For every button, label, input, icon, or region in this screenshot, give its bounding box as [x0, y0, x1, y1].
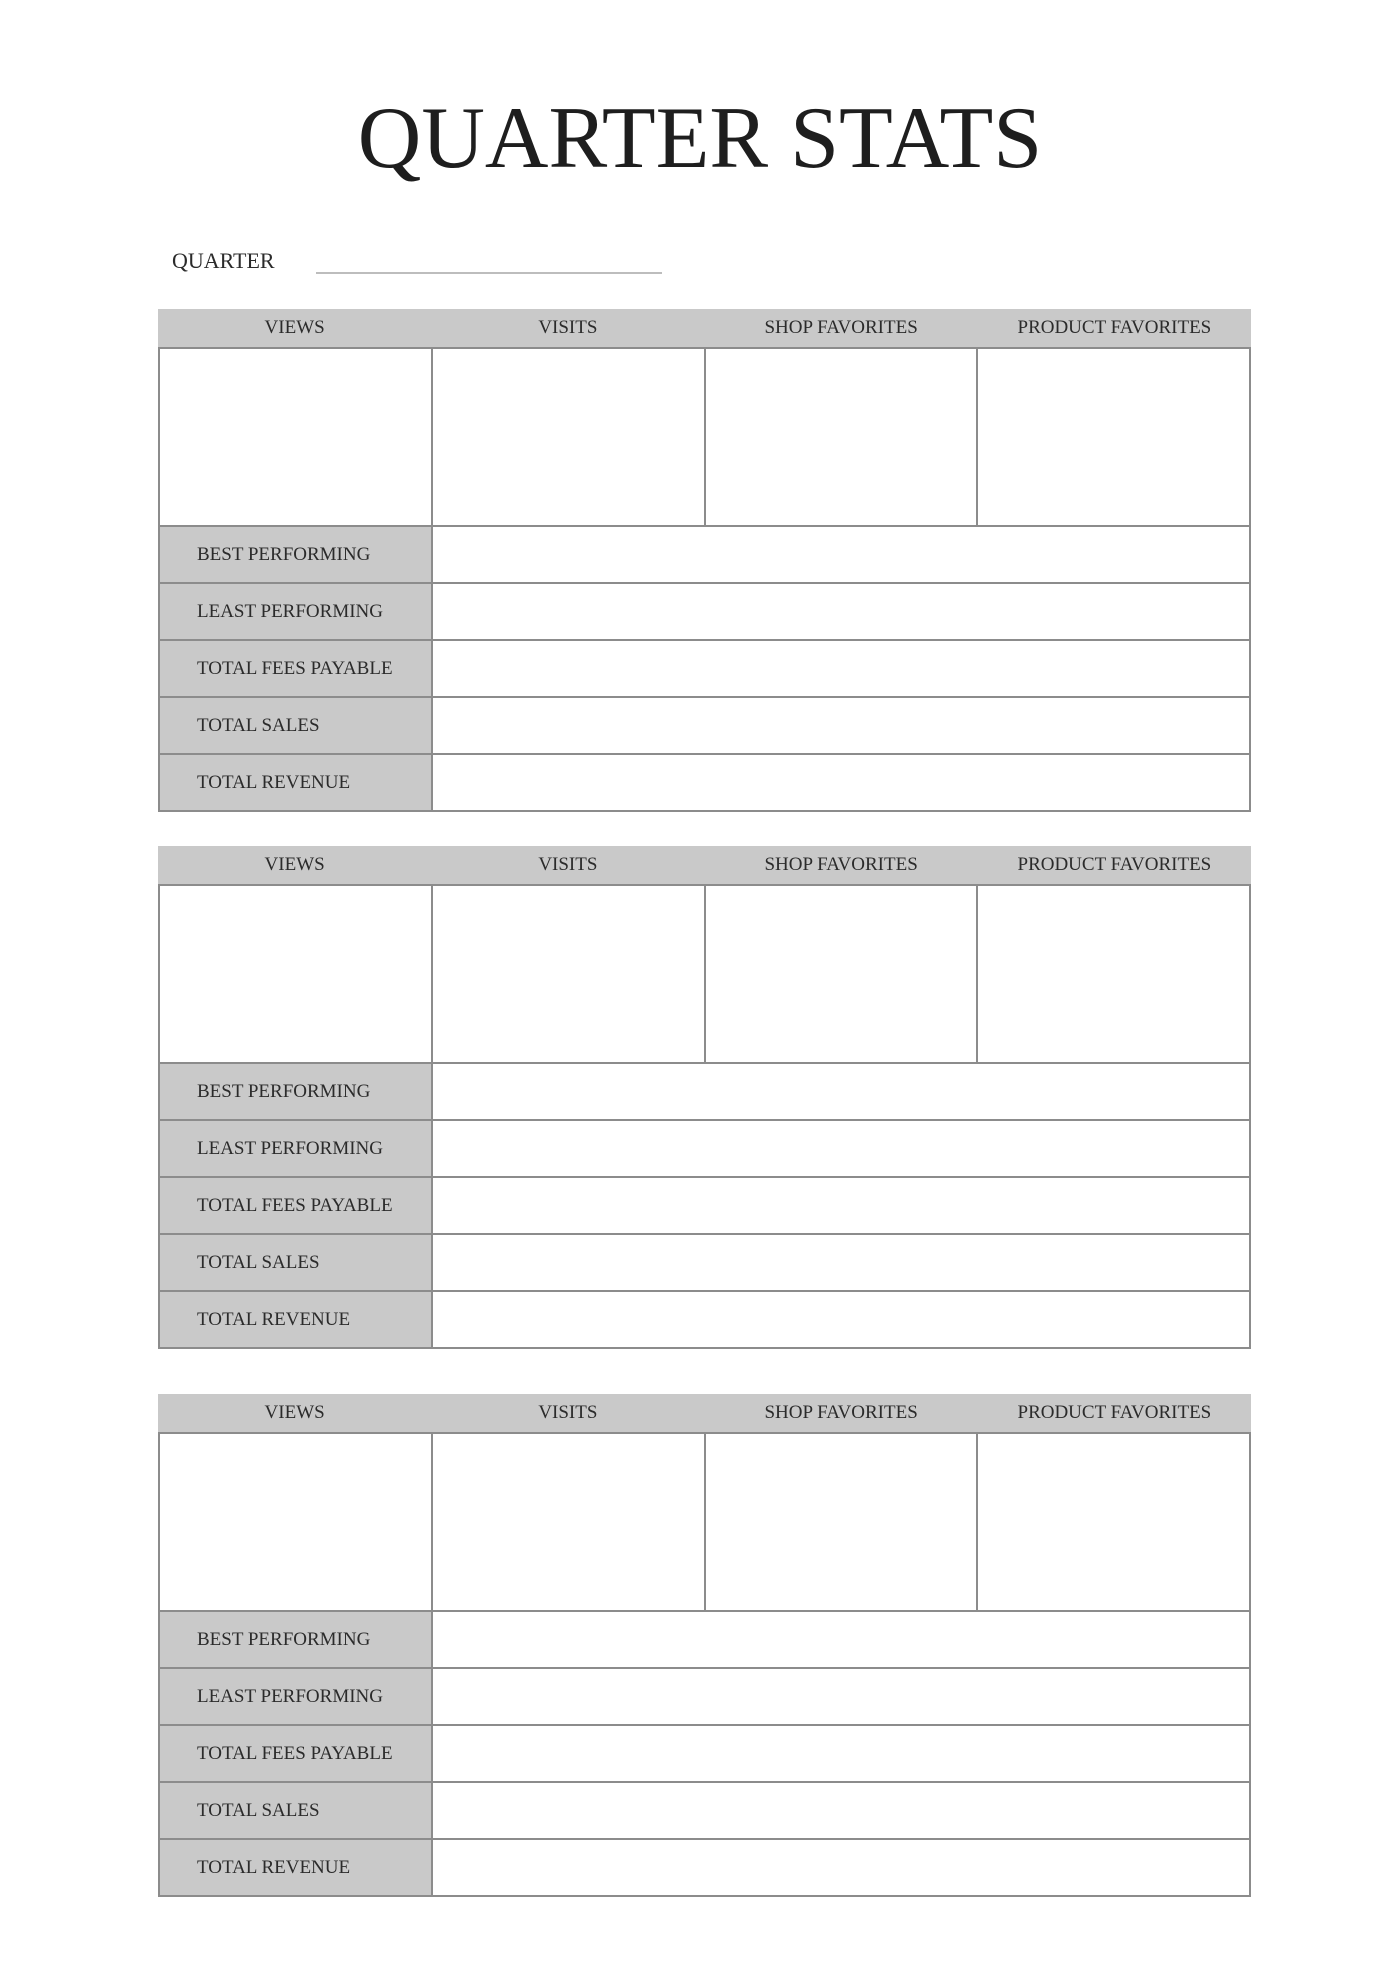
- row-label: TOTAL REVENUE: [160, 755, 433, 810]
- row-total-revenue: [158, 755, 1251, 812]
- total-sales-input[interactable]: [433, 1235, 1249, 1290]
- best-performing-input[interactable]: [433, 1064, 1249, 1119]
- row-label: BEST PERFORMING: [160, 1612, 433, 1667]
- row-total-sales: [158, 1235, 1251, 1292]
- metrics-boxes: [158, 884, 1251, 1064]
- column-header-product-favorites: PRODUCT FAVORITES: [1017, 317, 1212, 338]
- column-header-views: VIEWS: [264, 854, 325, 875]
- product-favorites-input[interactable]: [978, 349, 1249, 525]
- row-best-performing: [158, 1612, 1251, 1669]
- shop-favorites-input[interactable]: [706, 1434, 979, 1610]
- row-label: TOTAL SALES: [160, 1235, 433, 1290]
- table-header: [158, 309, 1251, 347]
- row-least-performing: [158, 1669, 1251, 1726]
- total-sales-input[interactable]: [433, 1783, 1249, 1838]
- row-label: BEST PERFORMING: [160, 1064, 433, 1119]
- total-fees-payable-input[interactable]: [433, 1726, 1249, 1781]
- row-total-fees-payable: [158, 1178, 1251, 1235]
- visits-input[interactable]: [433, 1434, 706, 1610]
- column-header-shop-favorites: SHOP FAVORITES: [764, 854, 918, 875]
- stats-table-1: [158, 309, 1251, 812]
- row-total-sales: [158, 698, 1251, 755]
- row-label: TOTAL SALES: [160, 1783, 433, 1838]
- total-revenue-input[interactable]: [433, 755, 1249, 810]
- visits-input[interactable]: [433, 886, 706, 1062]
- total-fees-payable-input[interactable]: [433, 641, 1249, 696]
- row-least-performing: [158, 584, 1251, 641]
- row-best-performing: [158, 527, 1251, 584]
- views-input[interactable]: [160, 886, 433, 1062]
- column-header-views: VIEWS: [264, 317, 325, 338]
- stats-table-2: [158, 846, 1251, 1349]
- stats-table-3: [158, 1394, 1251, 1897]
- column-header-visits: VISITS: [538, 854, 598, 875]
- column-header-shop-favorites: SHOP FAVORITES: [764, 1402, 918, 1423]
- total-revenue-input[interactable]: [433, 1292, 1249, 1347]
- row-label: TOTAL REVENUE: [160, 1840, 433, 1895]
- column-header-visits: VISITS: [538, 1402, 598, 1423]
- row-total-revenue: [158, 1840, 1251, 1897]
- column-header-views: VIEWS: [264, 1402, 325, 1423]
- row-total-fees-payable: [158, 641, 1251, 698]
- best-performing-input[interactable]: [433, 527, 1249, 582]
- best-performing-input[interactable]: [433, 1612, 1249, 1667]
- row-label: TOTAL FEES PAYABLE: [160, 1178, 433, 1233]
- visits-input[interactable]: [433, 349, 706, 525]
- row-total-sales: [158, 1783, 1251, 1840]
- table-header: [158, 1394, 1251, 1432]
- row-best-performing: [158, 1064, 1251, 1121]
- row-total-fees-payable: [158, 1726, 1251, 1783]
- column-header-shop-favorites: SHOP FAVORITES: [764, 317, 918, 338]
- row-label: LEAST PERFORMING: [160, 584, 433, 639]
- row-label: TOTAL REVENUE: [160, 1292, 433, 1347]
- table-header: [158, 846, 1251, 884]
- least-performing-input[interactable]: [433, 584, 1249, 639]
- row-label: TOTAL SALES: [160, 698, 433, 753]
- row-least-performing: [158, 1121, 1251, 1178]
- shop-favorites-input[interactable]: [706, 349, 979, 525]
- views-input[interactable]: [160, 1434, 433, 1610]
- total-revenue-input[interactable]: [433, 1840, 1249, 1895]
- row-total-revenue: [158, 1292, 1251, 1349]
- quarter-input[interactable]: [316, 250, 662, 274]
- row-label: TOTAL FEES PAYABLE: [160, 1726, 433, 1781]
- quarter-label: QUARTER: [172, 248, 275, 273]
- product-favorites-input[interactable]: [978, 886, 1249, 1062]
- total-fees-payable-input[interactable]: [433, 1178, 1249, 1233]
- page-title: QUARTER STATS: [357, 90, 1043, 187]
- column-header-visits: VISITS: [538, 317, 598, 338]
- row-label: LEAST PERFORMING: [160, 1121, 433, 1176]
- shop-favorites-input[interactable]: [706, 886, 979, 1062]
- row-label: LEAST PERFORMING: [160, 1669, 433, 1724]
- row-label: TOTAL FEES PAYABLE: [160, 641, 433, 696]
- row-label: BEST PERFORMING: [160, 527, 433, 582]
- metrics-boxes: [158, 1432, 1251, 1612]
- column-header-product-favorites: PRODUCT FAVORITES: [1017, 1402, 1212, 1423]
- product-favorites-input[interactable]: [978, 1434, 1249, 1610]
- least-performing-input[interactable]: [433, 1669, 1249, 1724]
- column-header-product-favorites: PRODUCT FAVORITES: [1017, 854, 1212, 875]
- total-sales-input[interactable]: [433, 698, 1249, 753]
- views-input[interactable]: [160, 349, 433, 525]
- least-performing-input[interactable]: [433, 1121, 1249, 1176]
- metrics-boxes: [158, 347, 1251, 527]
